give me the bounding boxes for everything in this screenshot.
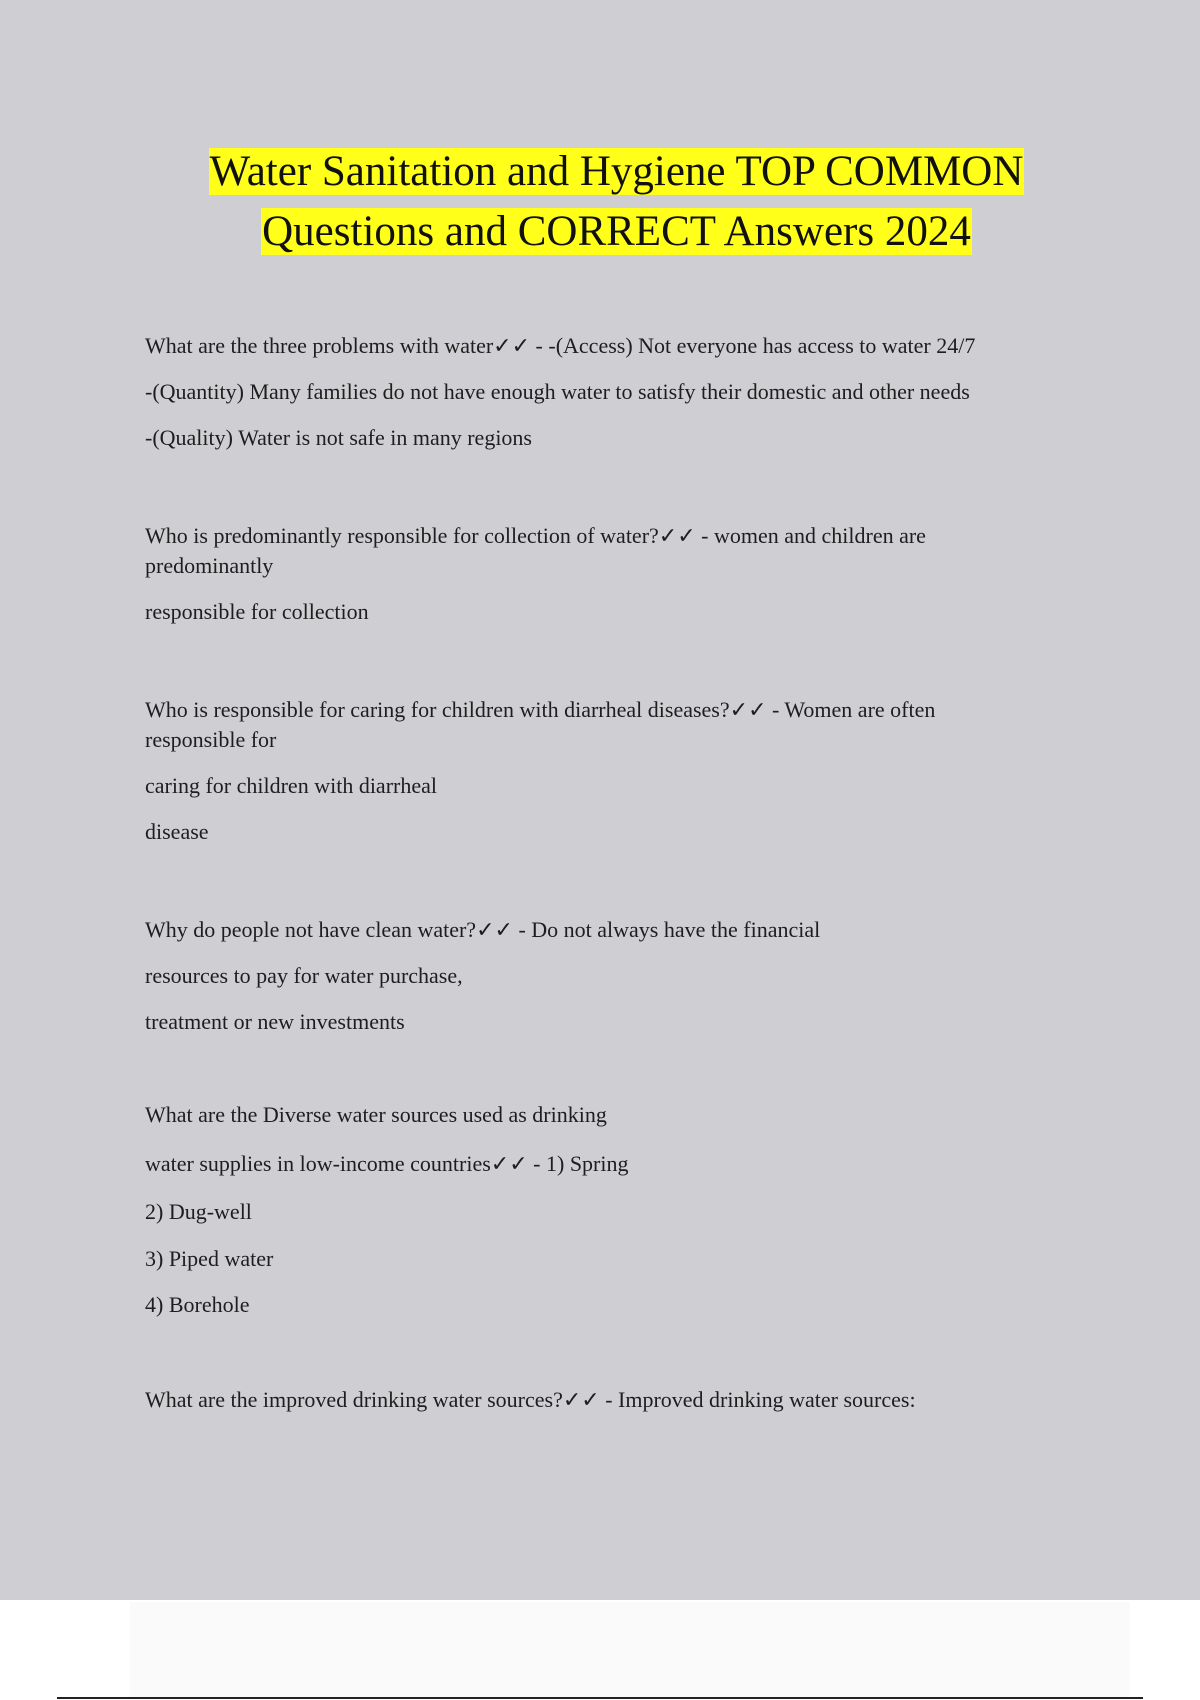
qa-1-line-3: -(Quality) Water is not safe in many regions xyxy=(145,425,532,450)
qa-5-line-1: What are the Diverse water sources used as drinking xyxy=(145,1102,607,1127)
qa-1-line-2: -(Quantity) Many families do not have enough water to satisfy their domestic and other needs xyxy=(145,379,970,404)
qa-2-line-3: responsible for collection xyxy=(145,599,369,624)
title-line-2: Questions and CORRECT Answers 2024 xyxy=(262,208,971,255)
page-footer-band xyxy=(130,1602,1130,1698)
qa-3-line-2: responsible for xyxy=(145,727,277,752)
qa-5-line-5: 4) Borehole xyxy=(145,1292,250,1317)
document-title xyxy=(60,142,1173,262)
qa-2-line-1: Who is predominantly responsible for collection of water?✓✓ - women and children are xyxy=(145,523,926,548)
qa-4-line-1: Why do people not have clean water?✓✓ - Do not always have the financial xyxy=(145,917,821,942)
qa-5-line-2: water supplies in low-income countries✓✓ - 1) Spring xyxy=(145,1151,629,1176)
footer-divider xyxy=(57,1697,1143,1699)
qa-5-line-4: 3) Piped water xyxy=(145,1246,274,1271)
qa-3-line-1: Who is responsible for caring for children with diarrheal diseases?✓✓ - Women are often xyxy=(145,697,936,722)
qa-5-line-3: 2) Dug-well xyxy=(145,1199,252,1224)
qa-2-line-2: predominantly xyxy=(145,553,274,578)
qa-6-line-1: What are the improved drinking water sources?✓✓ - Improved drinking water sources: xyxy=(145,1387,916,1412)
qa-1-line-1: What are the three problems with water✓✓ - -(Access) Not everyone has access to water 24/7 xyxy=(145,333,976,358)
qa-3-line-3: caring for children with diarrheal xyxy=(145,773,437,798)
qa-4-line-2: resources to pay for water purchase, xyxy=(145,963,463,988)
qa-4-line-3: treatment or new investments xyxy=(145,1009,405,1034)
qa-3-line-4: disease xyxy=(145,819,209,844)
title-line-1: Water Sanitation and Hygiene TOP COMMON xyxy=(209,148,1024,195)
